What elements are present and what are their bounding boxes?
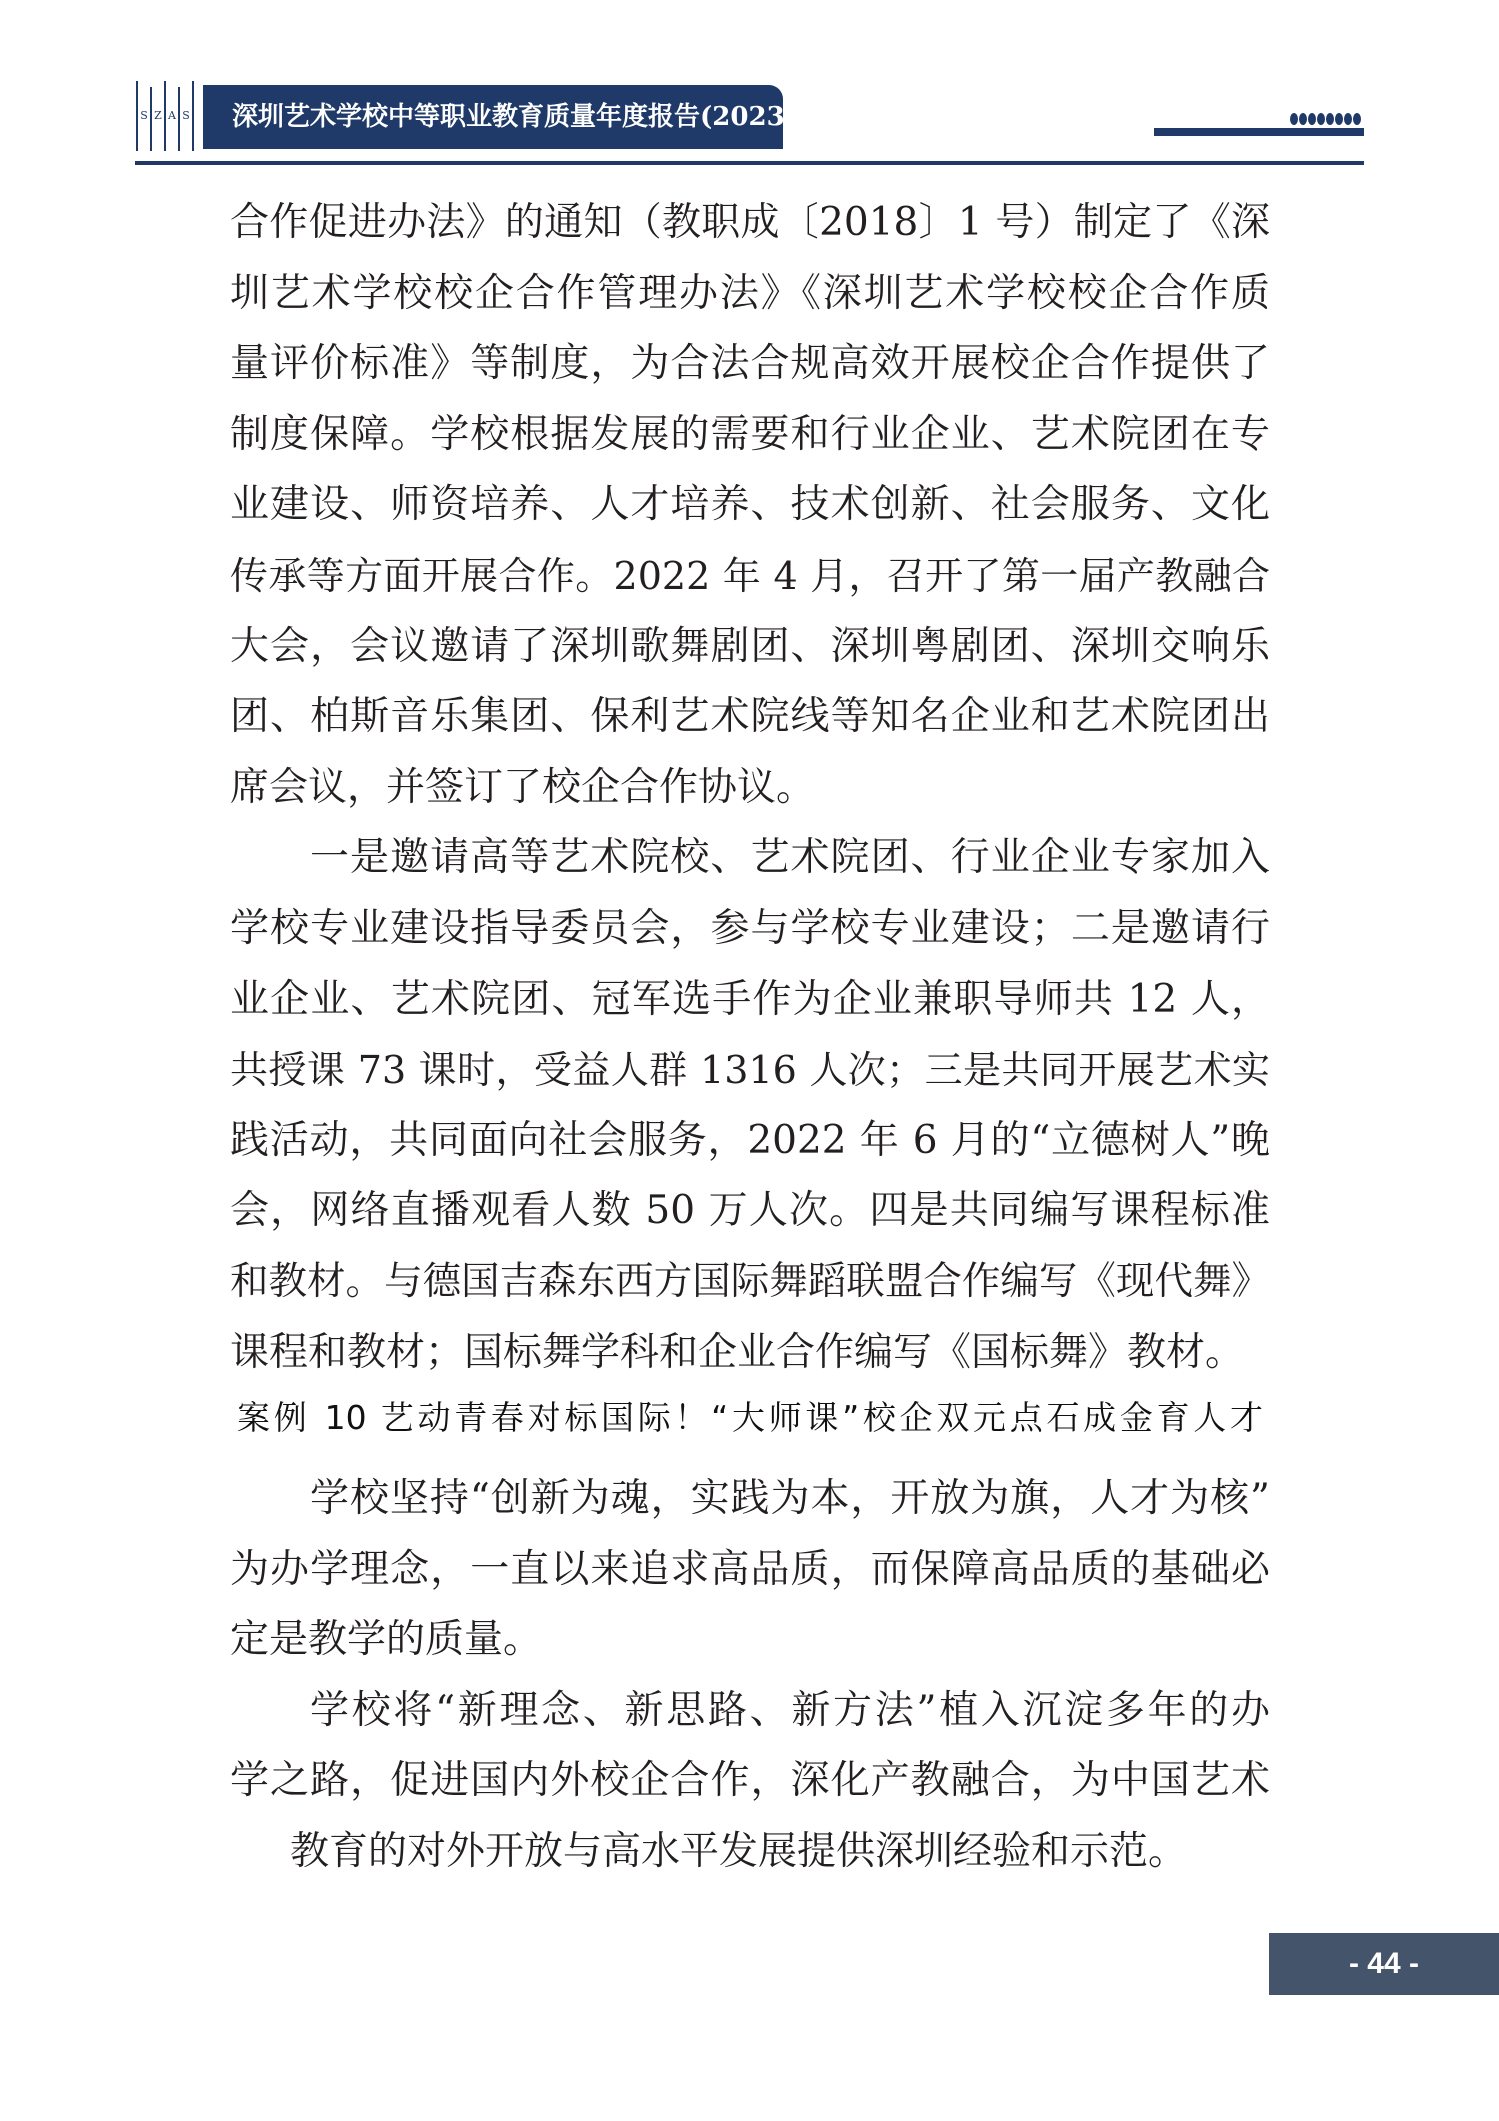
- header-rule: [135, 161, 1364, 165]
- body-text-line: 圳艺术学校校企合作管理办法》《深圳艺术学校校企合作质: [230, 270, 1270, 316]
- decor-dot: [1317, 113, 1325, 125]
- logo-letter: S: [182, 109, 190, 122]
- body-text-line: 席会议，并签订了校企合作协议。: [230, 764, 816, 810]
- body-text-line: 学校专业建设指导委员会，参与学校专业建设；二是邀请行: [230, 905, 1270, 951]
- case-heading: 案例 10 艺动青春对标国际！“大师课”校企双元点石成金育人才: [237, 1398, 1263, 1438]
- page-number: - 44 -: [1269, 1933, 1499, 1995]
- body-text-line: 定是教学的质量。: [230, 1617, 543, 1663]
- decor-dot: [1290, 113, 1298, 125]
- body-text-line: 课程和教材；国标舞学科和企业合作编写《国标舞》教材。: [230, 1329, 1245, 1375]
- decor-dot: [1344, 113, 1352, 125]
- school-logo: [135, 81, 197, 151]
- body-text-line: 会，网络直播观看人数 50 万人次。四是共同编写课程标准: [230, 1188, 1270, 1234]
- header-accent-bar: [1154, 128, 1364, 136]
- body-text-line: 践活动，共同面向社会服务，2022 年 6 月的“立德树人”晚: [230, 1117, 1270, 1163]
- body-text-line: 团、柏斯音乐集团、保利艺术院线等知名企业和艺术院团出: [230, 694, 1270, 740]
- body-text-line: 学之路，促进国内外校企合作，深化产教融合，为中国艺术: [230, 1758, 1270, 1804]
- report-body: [230, 188, 1270, 1888]
- body-text-line: 和教材。与德国吉森东西方国际舞蹈联盟合作编写《现代舞》: [230, 1258, 1270, 1304]
- decor-dot: [1335, 113, 1343, 125]
- body-text-line: 一是邀请高等艺术院校、艺术院团、行业企业专家加入: [310, 835, 1270, 881]
- logo-letter: A: [168, 109, 176, 122]
- paragraph: [230, 188, 1270, 823]
- body-text-line: 共授课 73 课时，受益人群 1316 人次；三是共同开展艺术实: [230, 1048, 1270, 1093]
- body-text-line: 教育的对外开放与高水平发展提供深圳经验和示范。: [290, 1829, 1188, 1875]
- paragraph: [230, 823, 1270, 1388]
- paragraph: [230, 1676, 1270, 1888]
- header-banner: [203, 85, 797, 149]
- body-text-line: 制度保障。学校根据发展的需要和行业企业、艺术院团在专: [230, 411, 1270, 457]
- logo-letter: S: [140, 109, 148, 122]
- body-text-line: 合作促进办法》的通知（教职成〔2018〕1 号）制定了《深: [230, 200, 1270, 245]
- body-text-line: 为办学理念，一直以来追求高品质，而保障高品质的基础必: [230, 1546, 1270, 1592]
- decor-dot: [1299, 113, 1307, 125]
- report-title: 深圳艺术学校中等职业教育质量年度报告(2023): [232, 102, 797, 132]
- decor-dot: [1353, 113, 1361, 125]
- decor-dot: [1326, 113, 1334, 125]
- body-text-line: 量评价标准》等制度，为合法合规高效开展校企合作提供了: [230, 341, 1270, 387]
- body-text-line: 学校将“新理念、新思路、新方法”植入沉淀多年的办: [310, 1687, 1270, 1733]
- body-text-line: 业建设、师资培养、人才培养、技术创新、社会服务、文化: [230, 482, 1270, 528]
- body-text-line: 学校坚持“创新为魂，实践为本，开放为旗，人才为核”: [310, 1476, 1270, 1522]
- paragraph: [230, 1464, 1270, 1676]
- body-text-line: 业企业、艺术院团、冠军选手作为企业兼职导师共 12 人，: [230, 976, 1270, 1022]
- body-text-line: 传承等方面开展合作。2022 年 4 月，召开了第一届产教融合: [230, 553, 1270, 598]
- decor-dot: [1308, 113, 1316, 125]
- logo-letter: Z: [154, 109, 162, 122]
- body-text-line: 大会，会议邀请了深圳歌舞剧团、深圳粤剧团、深圳交响乐: [230, 623, 1270, 669]
- header-dots: [1290, 113, 1362, 125]
